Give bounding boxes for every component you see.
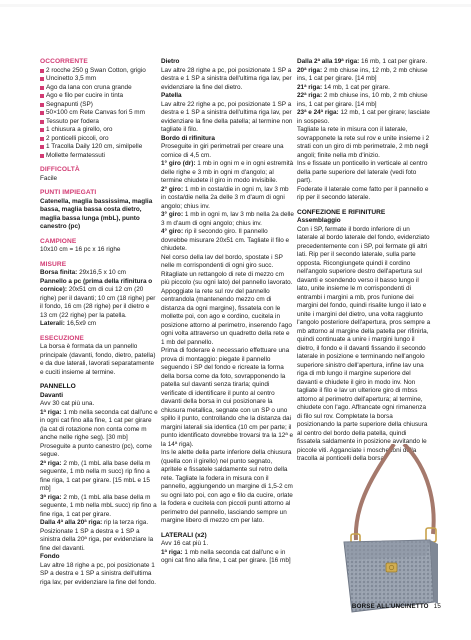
bullet-square-icon <box>40 154 44 158</box>
misure-borsa: Borsa finita: 29x16,5 x 10 cm <box>40 269 126 276</box>
bordo-intro: Proseguite in giri perimetrali per creare una cornice di 4,5 cm. <box>161 143 284 159</box>
difficolta-text: Facile <box>40 174 58 182</box>
materials-list <box>40 67 158 161</box>
davanti-heading: Davanti <box>40 391 64 399</box>
bordo-heading: Bordo di rifinitura <box>161 134 215 142</box>
body-paragraph: Tagliate la rete in misura con il laterale, sovrapponete la rete sul rov e unite insieme i 2 strati con un giro di mb perimetrale, 2 mb negli angoli; finite nella mb d'inizio. <box>297 126 430 159</box>
confezione-heading: CONFEZIONE E RIFINITURE <box>297 208 386 216</box>
bullet-square-icon <box>40 77 44 81</box>
bullet-square-icon <box>40 86 44 90</box>
misure-heading: MISURE <box>40 260 67 268</box>
difficolta-heading: DIFFICOLTÀ <box>40 166 80 173</box>
patella-heading: Patella <box>161 92 182 99</box>
davanti-row-4-20: Dalla 4ª alla 20ª riga: rip la terza riga. Posizionate 1 SP a destra e 1 SP a sinistra della 20ª riga, per evidenziare la fine del davanti. <box>40 519 154 552</box>
material-item: 50×100 cm Rete Canvas fori 5 mm <box>40 109 158 118</box>
laterali-row-22: 22ª riga: 2 mb chiuse ins, 10 mb, 2 mb chiuse ins, 1 cat per girare. [14 mb] <box>297 92 428 108</box>
davanti-row-3: 3ª riga: 2 mb, (1 mbL alla base della m seguente, 1 mb nella mbL succ) rip fino a fine riga, 1 cat per girare. <box>40 493 157 518</box>
laterali-intro: Avv 16 cat più 1. <box>161 540 209 547</box>
laterali-row-2-19: Dalla 2ª alla 19ª riga: 16 mb, 1 cat per girare. <box>297 58 428 65</box>
footer-title: BORSE ALL'UNCINETTO <box>351 603 429 610</box>
laterali-heading: LATERALI (x2) <box>161 531 207 539</box>
laterali-row-1: 1ª riga: 1 mb nella seconda cat dall'unc e in ogni cat fino alla fine, 1 cat per girare. [16 mb] <box>161 548 291 564</box>
material-item: Tessuto per fodera <box>40 118 158 127</box>
material-item: Mollette fermatessuti <box>40 152 158 161</box>
body-paragraph: Prima di foderare è necessario effettuare una prova di montaggio: piegate il pannello seguendo i SP del fondo e ricreate la forma della borsa come da foto, sovrapponendo la patella sul davanti senza tirarla; quindi verificate di identificare il punto al centro davanti della borsa in cui posizionare la chiusura metallica, segnate con un SP o uno spillo il punto, controllando che la distanza dai margini laterali sia identica (10 cm per parte; il punto identificato dovrebbe trovarsi tra la 12ª e la 14ª riga). <box>161 347 294 448</box>
body-paragraph: Ins e fissate un ponticello in verticale al centro della parte superiore del laterale (vedi foto part). <box>297 160 428 184</box>
bullet-square-icon <box>40 128 44 132</box>
crochet-bag-photo <box>334 444 438 615</box>
bullet-square-icon <box>40 111 44 115</box>
occorrente-heading: OCCORRENTE <box>40 58 88 65</box>
column-3 <box>297 58 431 464</box>
assemblaggio-heading: Assemblaggio <box>297 217 341 224</box>
punti-text: Catenella, maglia bassissima, maglia bassa, maglia bassa costa dietro, maglia bassa lunga (mbL), punto canestro (pc) <box>40 197 153 230</box>
body-paragraph: Con i SP, fermate il bordo inferiore di un laterale al bordo laterale del fondo, evidenziato precedentemente con i SP, poi fermate gli altri lati. Rip per il secondo laterale, sulla parte opposta. Ricongiungete quindi il cordino nell'angolo superiore destro dell'apertura sul davanti e scendendo verso il basso lungo il lato, unite insieme le m corrispondenti di entrambi i margini a mb, pros l'unione dei margini del fondo, quindi risalite lungo il lato e unite i margini del dietro, una volta raggiunto l'angolo posteriore dell'apertura, pros sempre a mb attorno al margine della patella per rifinirla, quindi continuate a unire i margini lungo il dietro, il fondo e il davanti fissando il secondo laterale in posizione e terminando nell'angolo superiore sinistro dell'apertura, infine lav una riga di mb lungo il margine superiore del davanti e chiudete il giro in modo inv. Non tagliate il filo e lav un ulteriore giro di mbss attorno al perimetro dell'apertura; al termine, chiudete con l'ago. Affrancate ogni rimanenza di filo sul rov. Completate la borsa posizionando la parte superiore della chiusura al centro del bordo della patella, quindi fissatela saldamente in posizione avvitando le piccole viti. Agganciate i moschettoni della tracolla ai ponticelli della borsa. <box>297 225 431 462</box>
material-item: 1 Tracolla Daily 120 cm, similpelle <box>40 143 158 152</box>
davanti-row-2: 2ª riga: 2 mb, (1 mbL alla base della m seguente, 1 mb nella m succ) rip fino a fine riga, 1 cat per girare. [15 mbL e 15 mb] <box>40 459 151 492</box>
column-1 <box>40 58 158 587</box>
bullet-square-icon <box>40 69 44 73</box>
pannello-heading: PANNELLO <box>40 383 76 390</box>
bordo-round-2: 2° giro: 1 mb in costa/die in ogni m, lav 3 mb in costa/die nella 2a delle 3 m d'aum di ogni angolo; chius inv. <box>161 185 289 210</box>
strap-left <box>356 444 394 540</box>
bullet-square-icon <box>40 120 44 124</box>
punti-heading: PUNTI IMPIEGATI <box>40 189 97 196</box>
top-rule <box>0 4 471 7</box>
dietro-heading: Dietro <box>161 58 180 65</box>
bordo-round-4: 4° giro: rip il secondo giro. Il pannello dovrebbe misurare 20x51 cm. Tagliate il filo e chiudete. <box>161 228 290 252</box>
page-footer <box>352 603 441 610</box>
misure-pannello: Pannello a pc (prima della rifinitura o cornice): 20x51 cm di cui 12 cm (20 righe) per il davanti; 10 cm (18 righe) per il fondo, 16 cm (28 righe) per il dietro e 13 cm (22 righe) per la patella. <box>40 277 156 319</box>
campione-text: 10x10 cm = 16 pc x 16 righe <box>40 246 121 253</box>
material-item: 1 chiusura a girello, oro <box>40 126 158 135</box>
bordo-round-1: 1° giro (dr): 1 mb in ogni m e in ogni estremità delle righe e 3 mb in ogni m d'angolo; al termine chiudete il giro in modo invisibile. <box>161 160 294 184</box>
material-item: 2 ponticelli piccoli, oro <box>40 135 158 144</box>
material-item: Uncinetto 3,5 mm <box>40 75 158 84</box>
material-item: Ago da lana con cruna grande <box>40 84 158 93</box>
column-2 <box>161 58 294 566</box>
bullet-square-icon <box>40 94 44 98</box>
material-item: 2 rocche 250 g Swan Cotton, grigio <box>40 67 158 76</box>
laterali-row-21: 21ª riga: 14 mb, 1 cat per girare. <box>297 83 390 91</box>
davanti-row-1: 1ª riga: 1 mb nella seconda cat dall'unc e in ogni cat fino alla fine, 1 cat per girare (la cat di rotazione non conta come m anche nelle righe seg). [30 mb] Proseguite a punto canestro (pc), come segue. <box>40 408 158 458</box>
material-item: Ago e filo per cucire in tinta <box>40 92 158 101</box>
esecuzione-text: La borsa è formata da un pannello principale (davanti, fondo, dietro, patella) e da due laterali, lavorati separatamente e cuciti insieme al termine. <box>40 343 156 376</box>
body-paragraph: Nel corso della lav del bordo, spostate i SP nelle m corrispondenti di ogni giro succ. Ritagliate un rettangolo di rete di mezzo cm più piccolo (su ogni lato) del pannello lavorato. Appoggiate la rete sul rov del pannello centrandola (mantenendo mezzo cm di distanza da ogni margine), fissatela con le mollette poi, con ago e cordino, cucitela in posizione attorno al perimetro, inserendo l'ago ogni volta attraverso un quadretto della rete e 1 mb del pannello. <box>161 253 293 346</box>
body-paragraph: Ins le alette della parte inferiore della chiusura (quella con il girello) nel punto segnato, apritele e fissatele saldamente sul retro della rete. Tagliate la fodera in misura con il pannello, aggiungendo un margine di 1,5-2 cm su ogni lato poi, con ago e filo da cucire, orlate la fodera e cucitela con piccoli punti attorno al perimetro del pannello, lasciando sempre un margine libero di mezzo cm per lato. <box>161 449 293 524</box>
campione-heading: CAMPIONE <box>40 237 77 245</box>
bordo-round-3: 3° giro: 1 mb in ogni m, lav 3 mb nella 2a delle 3 m d'aum di ogni angolo; chius inv. <box>161 211 294 227</box>
dietro-text: Lav altre 28 righe a pc, poi posizionate 1 SP a destra e 1 SP a sinistra dell'ultima riga lav, per evidenziare la fine del dietro. <box>161 66 292 91</box>
esecuzione-heading: ESECUZIONE <box>40 334 84 342</box>
bullet-square-icon <box>40 145 44 149</box>
page-number: 15 <box>433 603 441 610</box>
patella-text: Lav altre 22 righe a pc, poi posizionate 1 SP a destra e 1 SP a sinistra dell'ultima riga lav, per evidenziare la fine della patella; al termine non tagliate il filo. <box>161 100 293 133</box>
fondo-text: Lav altre 18 righe a pc, poi posizionate 1 SP a destra e 1 SP a sinistra dell'ultima riga lav, per evidenziare la fine del fondo. <box>40 561 157 586</box>
laterali-row-23-24: 23ª e 24ª riga: 12 mb, 1 cat per girare; lasciate in sospeso. <box>297 109 430 125</box>
misure-laterali: Laterali: 16,5x9 cm <box>40 320 97 327</box>
bullet-square-icon <box>40 103 44 107</box>
material-item: Segnapunti (SP) <box>40 101 158 110</box>
fondo-heading: Fondo <box>40 553 60 560</box>
laterali-row-20: 20ª riga: 2 mb chiuse ins, 12 mb, 2 mb chiuse ins, 1 cat per girare. [14 mb] <box>297 66 428 82</box>
davanti-intro: Avv 30 cat più una. <box>40 400 95 407</box>
bullet-square-icon <box>40 137 44 141</box>
strap <box>404 444 434 534</box>
body-paragraph: Foderate il laterale come fatto per il pannello e rip per il secondo laterale. <box>297 185 429 201</box>
